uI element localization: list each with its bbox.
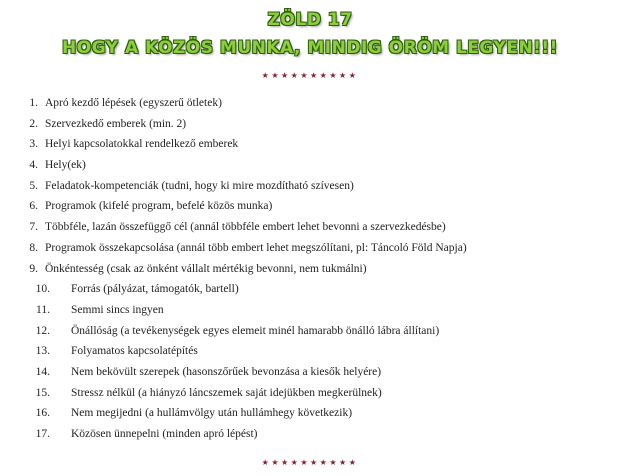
list-item-text: Többféle, lazán összefüggő cél (annál többféle embert lehet bevonni a szervezkedésbe)	[45, 221, 446, 234]
list-item	[0, 259, 620, 280]
list-item-text: Helyi kapcsolatokkal rendelkező emberek	[45, 138, 239, 151]
list-item	[0, 279, 620, 300]
list-item-text: Forrás (pályázat, támogatók, bartell)	[71, 283, 239, 296]
list-item-text: Szervezkedő emberek (min. 2)	[45, 117, 187, 130]
star-divider-top: ★★★★★★★★★★	[261, 71, 359, 80]
list-item-number: 13.	[35, 345, 50, 358]
list-item-number: 14.	[35, 365, 50, 378]
page-subtitle: HOGY A KÖZÖS MUNKA, MINDIG ÖRÖM LEGYEN!!!	[62, 38, 558, 58]
list-item	[0, 341, 620, 362]
list-item-number: 16.	[35, 407, 50, 420]
list-item-text: Apró kezdő lépések (egyszerű ötletek)	[45, 97, 222, 109]
list-item-number: 15.	[35, 386, 50, 399]
list-item-number: 3.	[29, 138, 38, 151]
list-item-text: Feladatok-kompetenciák (tudni, hogy ki mire mozdítható szívesen)	[45, 179, 354, 192]
page-title: ZÖLD 17	[267, 10, 353, 30]
list-item-text: Önkéntesség (csak az önként vállalt mértékig bevonni, nem tukmálni)	[45, 262, 367, 275]
list-item-number: 6.	[29, 200, 38, 213]
list-item-number: 9.	[29, 262, 38, 275]
list-item	[0, 217, 620, 238]
list-item	[0, 93, 620, 114]
list-item	[0, 300, 620, 321]
list-item	[0, 196, 620, 217]
star-divider-bottom: ★★★★★★★★★★	[261, 458, 359, 467]
list-item	[0, 114, 620, 135]
list-item-text: Programok (kifelé program, befelé közös munka)	[45, 200, 273, 213]
list-item	[0, 176, 620, 197]
list-item-number: 2.	[29, 117, 38, 130]
numbered-list	[0, 93, 620, 445]
list-item	[0, 383, 620, 404]
list-item-number: 4.	[29, 159, 38, 172]
list-item	[0, 424, 620, 445]
list-item-text: Önállóság (a tevékenységek egyes elemeit minél hamarabb önálló lábra állítani)	[71, 324, 440, 337]
list-item-number: 12.	[35, 324, 50, 337]
list-item-text: Programok összekapcsolása (annál több embert lehet megszólítani, pl: Táncoló Föld Napja)	[45, 241, 467, 254]
list-item-text: Stressz nélkül (a hiányzó láncszemek saját idejükben megkerülnek)	[71, 386, 382, 399]
list-item	[0, 134, 620, 155]
list-item-number: 7.	[29, 221, 38, 234]
list-item	[0, 321, 620, 342]
list-item-number: 11.	[36, 303, 50, 316]
list-item	[0, 155, 620, 176]
list-item-number: 5.	[29, 179, 38, 192]
list-item-text: Nem bekövült szerepek (hasonszőrűek bevonzása a kiesők helyére)	[71, 365, 382, 378]
list-item-number: 10.	[35, 283, 50, 296]
list-item	[0, 403, 620, 424]
list-item-text: Hely(ek)	[45, 159, 86, 172]
list-item-text: Közösen ünnepelni (minden apró lépést)	[71, 428, 258, 440]
list-item-text: Nem megijedni (a hullámvölgy után hullámhegy következik)	[71, 407, 353, 420]
list-item	[0, 362, 620, 383]
list-item	[0, 238, 620, 259]
list-item-text: Semmi sincs ingyen	[71, 303, 164, 316]
list-item-text: Folyamatos kapcsolatépítés	[71, 345, 198, 358]
list-item-number: 17.	[35, 428, 50, 440]
list-item-number: 1.	[29, 97, 38, 109]
list-item-number: 8.	[29, 241, 38, 254]
